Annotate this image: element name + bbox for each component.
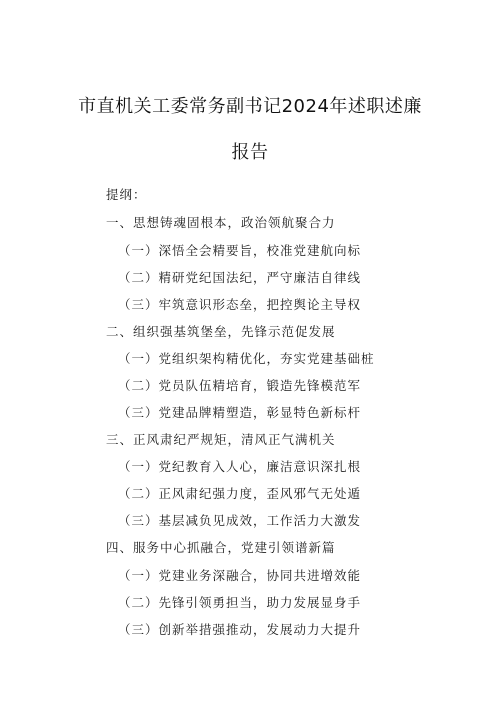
outline-heading: 二、组织强基筑堡垒，先锋示范促发展 <box>106 324 336 339</box>
outline-heading: 一、思想铸魂固根本，政治领航聚合力 <box>106 215 336 230</box>
outline-subheading: （三）党建品牌精塑造，彰显特色新标杆 <box>118 405 362 420</box>
outline-subheading: （三）基层减负见成效，工作活力大激发 <box>118 513 362 528</box>
outline-subheading: （二）党员队伍精培育，锻造先锋模范军 <box>118 378 362 393</box>
outline-heading: 四、服务中心抓融合，党建引领谱新篇 <box>106 540 336 555</box>
document-title-line-1: 市直机关工委常务副书记2024年述职述廉 <box>78 96 422 117</box>
outline-subheading: （三）牢筑意识形态垒，把控舆论主导权 <box>118 297 362 312</box>
outline-label: 提纲： <box>106 187 147 202</box>
document-title-line-2: 报告 <box>231 142 269 163</box>
outline-subheading: （一）党建业务深融合，协同共进增效能 <box>118 568 362 583</box>
outline-heading: 三、正风肃纪严规矩，清风正气满机关 <box>106 432 336 447</box>
outline-subheading: （一）党组织架构精优化，夯实党建基础桩 <box>118 351 375 366</box>
outline-subheading: （一）党纪教育入人心，廉洁意识深扎根 <box>118 459 362 474</box>
outline-subheading: （二）先锋引领勇担当，助力发展显身手 <box>118 595 362 610</box>
outline-subheading: （二）精研党纪国法纪，严守廉洁自律线 <box>118 270 362 285</box>
outline-subheading: （二）正风肃纪强力度，歪风邪气无处遁 <box>118 486 362 501</box>
outline-subheading: （一）深悟全会精要旨，校准党建航向标 <box>118 243 362 258</box>
outline-subheading: （三）创新举措强推动，发展动力大提升 <box>118 622 362 637</box>
